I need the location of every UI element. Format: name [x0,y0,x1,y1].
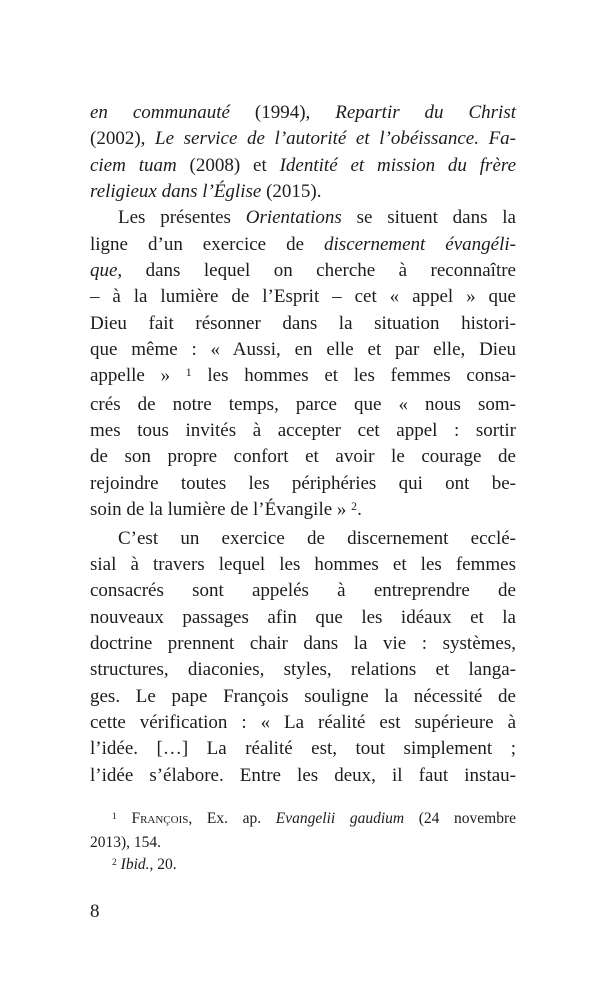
body-line [90,126,516,152]
body-line [90,684,516,710]
body-line [90,337,516,363]
text-segment: , Ex. ap. [188,810,276,827]
text-segment: C’est un exercice de discernement ecclé- [118,527,516,549]
body-line [90,232,516,258]
text-segment: que même : « Aussi, en elle et par elle, Dieu [90,339,516,361]
text-segment: religieux dans l’Église [90,181,262,203]
text-segment: l’idée s’élabore. Entre les deux, il faut instau- [90,764,516,786]
page-number: 8 [90,901,100,922]
body-line [90,258,516,284]
body-line [90,311,516,337]
text-segment: que, [90,260,123,282]
body-line [90,605,516,631]
text-segment: doctrine prennent chair dans la vie : systèmes, [90,632,516,654]
text-segment: – à la lumière de l’Esprit – cet « appel » que [90,286,516,308]
text-segment: (2015). [261,181,322,203]
text-segment: Le service de l’autorité et l’obéissance. Fa- [155,128,517,150]
footnote-marker: 2 [351,499,358,513]
body-line [90,444,516,470]
text-segment: discernement évangéli- [324,233,516,255]
body-line [90,736,516,762]
body-line [90,471,516,497]
footnote-line [90,832,516,854]
text-segment: structures, diaconies, styles, relations et langa- [90,659,516,681]
text-segment: appelle » [90,365,186,387]
footnote-marker: 1 [112,810,117,822]
text-segment: consacrés sont appelés à entreprendre de [90,580,516,602]
footnote-marker: 2 [112,856,117,868]
text-segment: Les présentes [118,207,246,229]
text-segment: mes tous invités à accepter cet appel : sortir [90,420,516,442]
text-segment: Dieu fait résonner dans la situation histori- [90,312,516,334]
body-line [90,179,516,205]
body-line [90,392,516,418]
footnote-line [90,808,516,832]
body-line [90,100,516,126]
text-segment: Evangelii gaudium [275,810,405,827]
text-segment: rejoindre toutes les périphéries qui ont be- [90,472,516,494]
text-segment: . [357,499,362,521]
text-segment: Identité et mission du frère [279,154,516,176]
text-segment [117,810,132,827]
text-segment: nouveaux passages afin que les idéaux et la [90,606,516,628]
body-line [90,284,516,310]
body-line [90,497,516,525]
text-segment: Ibid. [120,856,150,873]
text-segment: (2008) et [176,154,280,176]
text-segment: François [131,810,189,827]
body-line [90,153,516,179]
text-segment: (24 novembre [404,810,517,827]
text-segment: (1994), [229,102,336,123]
text-segment: Orientations [245,207,342,229]
body-line [90,205,516,231]
body-paragraph [90,205,516,525]
footnote-line [90,854,516,878]
footnote-marker: 1 [185,366,192,380]
footnote-paragraph [90,854,516,878]
text-segment: sial à travers lequel les hommes et les femmes [90,553,516,575]
body-line [90,578,516,604]
body-line [90,363,516,391]
body-line [90,657,516,683]
body-line [90,552,516,578]
footnotes [90,808,516,878]
body-text [90,100,516,789]
text-segment: crés de notre temps, parce que « nous som- [90,393,516,415]
text-segment: soin de la lumière de l’Évangile » [90,499,352,521]
text-segment: ges. Le pape François souligne la nécessité de [90,685,516,707]
body-line [90,710,516,736]
text-segment: Repartir du Christ [335,102,517,123]
text-segment: se situent dans la [341,207,516,229]
text-segment: dans lequel on cherche à reconnaître [122,260,516,282]
body-line [90,631,516,657]
text-segment: les hommes et les femmes consa- [191,365,517,387]
text-segment: 2013), 154. [90,834,162,851]
body-line [90,763,516,789]
text-segment: l’idée. […] La réalité est, tout simplement ; [90,738,516,760]
footnote-paragraph [90,808,516,854]
text-segment: cette vérification : « La réalité est supérieure à [90,711,516,733]
text-segment: (2002), [90,128,156,150]
body-paragraph [90,100,516,205]
body-line [90,418,516,444]
text-segment: de son propre confort et avoir le courage de [90,446,516,468]
body-paragraph [90,526,516,789]
text-segment: , 20. [149,856,177,873]
text-segment: en communauté [90,102,230,123]
body-line [90,526,516,552]
text-segment: ciem tuam [90,154,177,176]
text-segment: ligne d’un exercice de [90,233,325,255]
